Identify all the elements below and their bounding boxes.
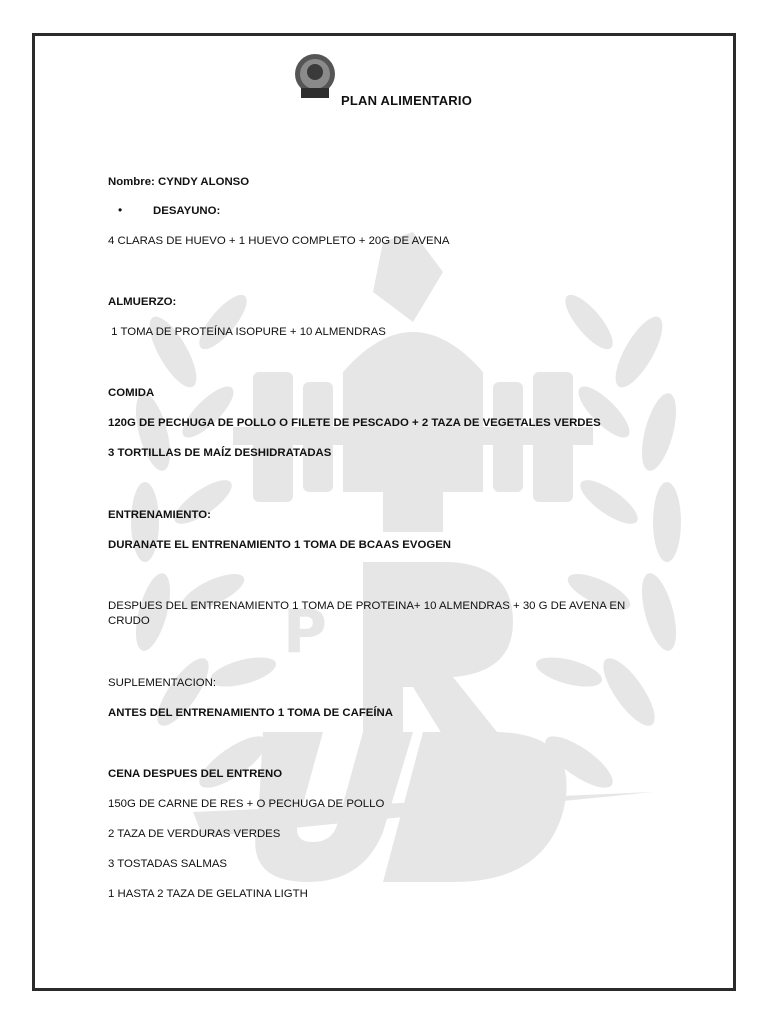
cena-line-2: 2 TAZA DE VERDURAS VERDES bbox=[108, 828, 281, 840]
entrenamiento-during: DURANATE EL ENTRENAMIENTO 1 TOMA DE BCAAS EVOGEN bbox=[108, 539, 452, 551]
almuerzo-text: 1 TOMA DE PROTEÍNA ISOPURE + 10 ALMENDRAS bbox=[108, 326, 386, 338]
cena-line-3: 3 TOSTADAS SALMAS bbox=[108, 858, 228, 870]
name-line: Nombre: CYNDY ALONSO bbox=[108, 176, 250, 188]
entrenamiento-heading: ENTRENAMIENTO: bbox=[108, 509, 211, 521]
document-page bbox=[32, 33, 736, 991]
entrenamiento-after: DESPUES DEL ENTRENAMIENTO 1 TOMA DE PROTEINA+ 10 ALMENDRAS + 30 G DE AVENA EN CRUDO bbox=[108, 600, 626, 627]
laurel-right-icon bbox=[533, 288, 683, 796]
desayuno-heading: DESAYUNO: bbox=[153, 205, 221, 217]
comida-heading: COMIDA bbox=[108, 387, 155, 399]
desayuno-text: 4 CLARAS DE HUEVO + 1 HUEVO COMPLETO + 20G DE AVENA bbox=[108, 235, 450, 247]
almuerzo-heading: ALMUERZO: bbox=[108, 296, 177, 308]
suplementacion-text: ANTES DEL ENTRENAMIENTO 1 TOMA DE CAFEÍNA bbox=[108, 707, 393, 719]
cena-line-4: 1 HASTA 2 TAZA DE GELATINA LIGTH bbox=[108, 888, 308, 900]
svg-text:P: P bbox=[283, 597, 327, 667]
cena-heading: CENA DESPUES DEL ENTRENO bbox=[108, 768, 283, 780]
bullet-icon: • bbox=[118, 203, 123, 217]
cena-line-1: 150G DE CARNE DE RES + O PECHUGA DE POLLO bbox=[108, 798, 385, 810]
comida-line-1: 120G DE PECHUGA DE POLLO O FILETE DE PESCADO + 2 TAZA DE VEGETALES VERDES bbox=[108, 417, 601, 429]
suplementacion-heading: SUPLEMENTACION: bbox=[108, 677, 217, 689]
document-title: PLAN ALIMENTARIO bbox=[341, 93, 473, 108]
comida-line-2: 3 TORTILLAS DE MAÍZ DESHIDRATADAS bbox=[108, 447, 332, 459]
pmff-logo-icon bbox=[287, 50, 343, 106]
